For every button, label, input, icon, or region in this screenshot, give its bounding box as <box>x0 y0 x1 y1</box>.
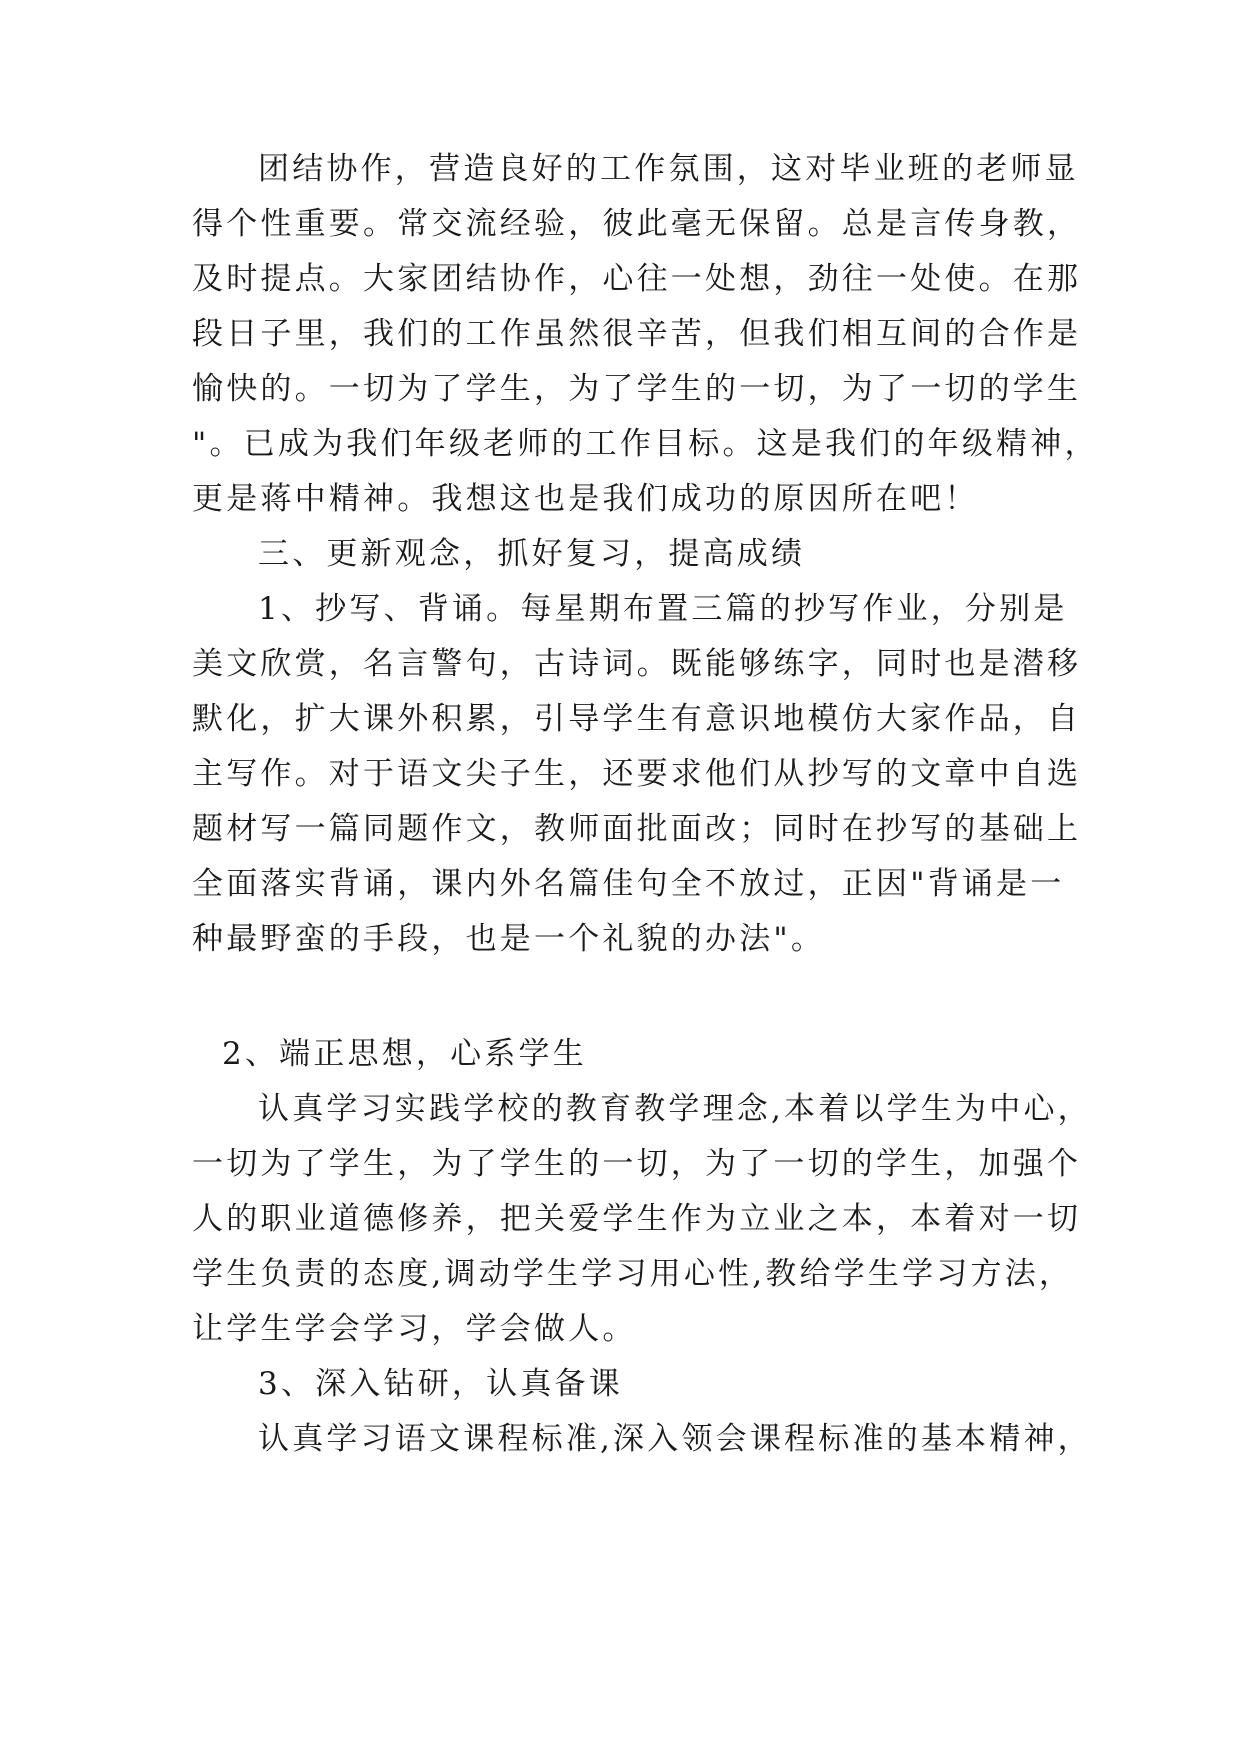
paragraph-line: 愉快的。一切为了学生，为了学生的一切，为了一切的学生 <box>192 371 1082 407</box>
paragraph-line: 让学生学会学习，学会做人。 <box>192 1311 637 1347</box>
section-heading: 3、深入钻研，认真备课 <box>258 1366 623 1402</box>
section-heading: 2、端正思想，心系学生 <box>222 1036 587 1072</box>
paragraph-line: 主写作。对于语文尖子生，还要求他们从抄写的文章中自选 <box>192 756 1082 792</box>
paragraph-line: 一切为了学生，为了学生的一切，为了一切的学生，加强个 <box>192 1146 1082 1182</box>
section-heading: 三、更新观念，抓好复习，提高成绩 <box>258 536 806 572</box>
paragraph-line: 题材写一篇同题作文，教师面批面改；同时在抄写的基础上 <box>192 811 1082 847</box>
paragraph-line: 全面落实背诵，课内外名篇佳句全不放过，正因"背诵是一 <box>192 866 1065 902</box>
paragraph-line: 认真学习实践学校的教育教学理念,本着以学生为中心， <box>258 1091 1092 1127</box>
paragraph-line: 团结协作，营造良好的工作氛围，这对毕业班的老师显 <box>258 151 1079 187</box>
paragraph-line: 认真学习语文课程标准,深入领会课程标准的基本精神， <box>258 1421 1092 1457</box>
paragraph-line: 种最野蛮的手段，也是一个礼貌的办法"。 <box>192 921 826 957</box>
paragraph-line: 1、抄写、背诵。每星期布置三篇的抄写作业，分别是 <box>258 591 1068 627</box>
paragraph-line: 美文欣赏，名言警句，古诗词。既能够练字，同时也是潜移 <box>192 646 1082 682</box>
paragraph-line: 及时提点。大家团结协作，心往一处想，劲往一处使。在那 <box>192 261 1082 297</box>
paragraph-line: 更是蒋中精神。我想这也是我们成功的原因所在吧！ <box>192 481 979 517</box>
paragraph-line: 段日子里，我们的工作虽然很辛苦，但我们相互间的合作是 <box>192 316 1082 352</box>
paragraph-line: 默化，扩大课外积累，引导学生有意识地模仿大家作品，自 <box>192 701 1082 737</box>
paragraph-line: 学生负责的态度,调动学生学习用心性,教给学生学习方法， <box>192 1256 1074 1292</box>
paragraph-line: "。已成为我们年级老师的工作目标。这是我们的年级精神， <box>192 426 1099 462</box>
paragraph-line: 得个性重要。常交流经验，彼此毫无保留。总是言传身教， <box>192 206 1082 242</box>
paragraph-line: 人的职业道德修养，把关爱学生作为立业之本，本着对一切 <box>192 1201 1082 1237</box>
